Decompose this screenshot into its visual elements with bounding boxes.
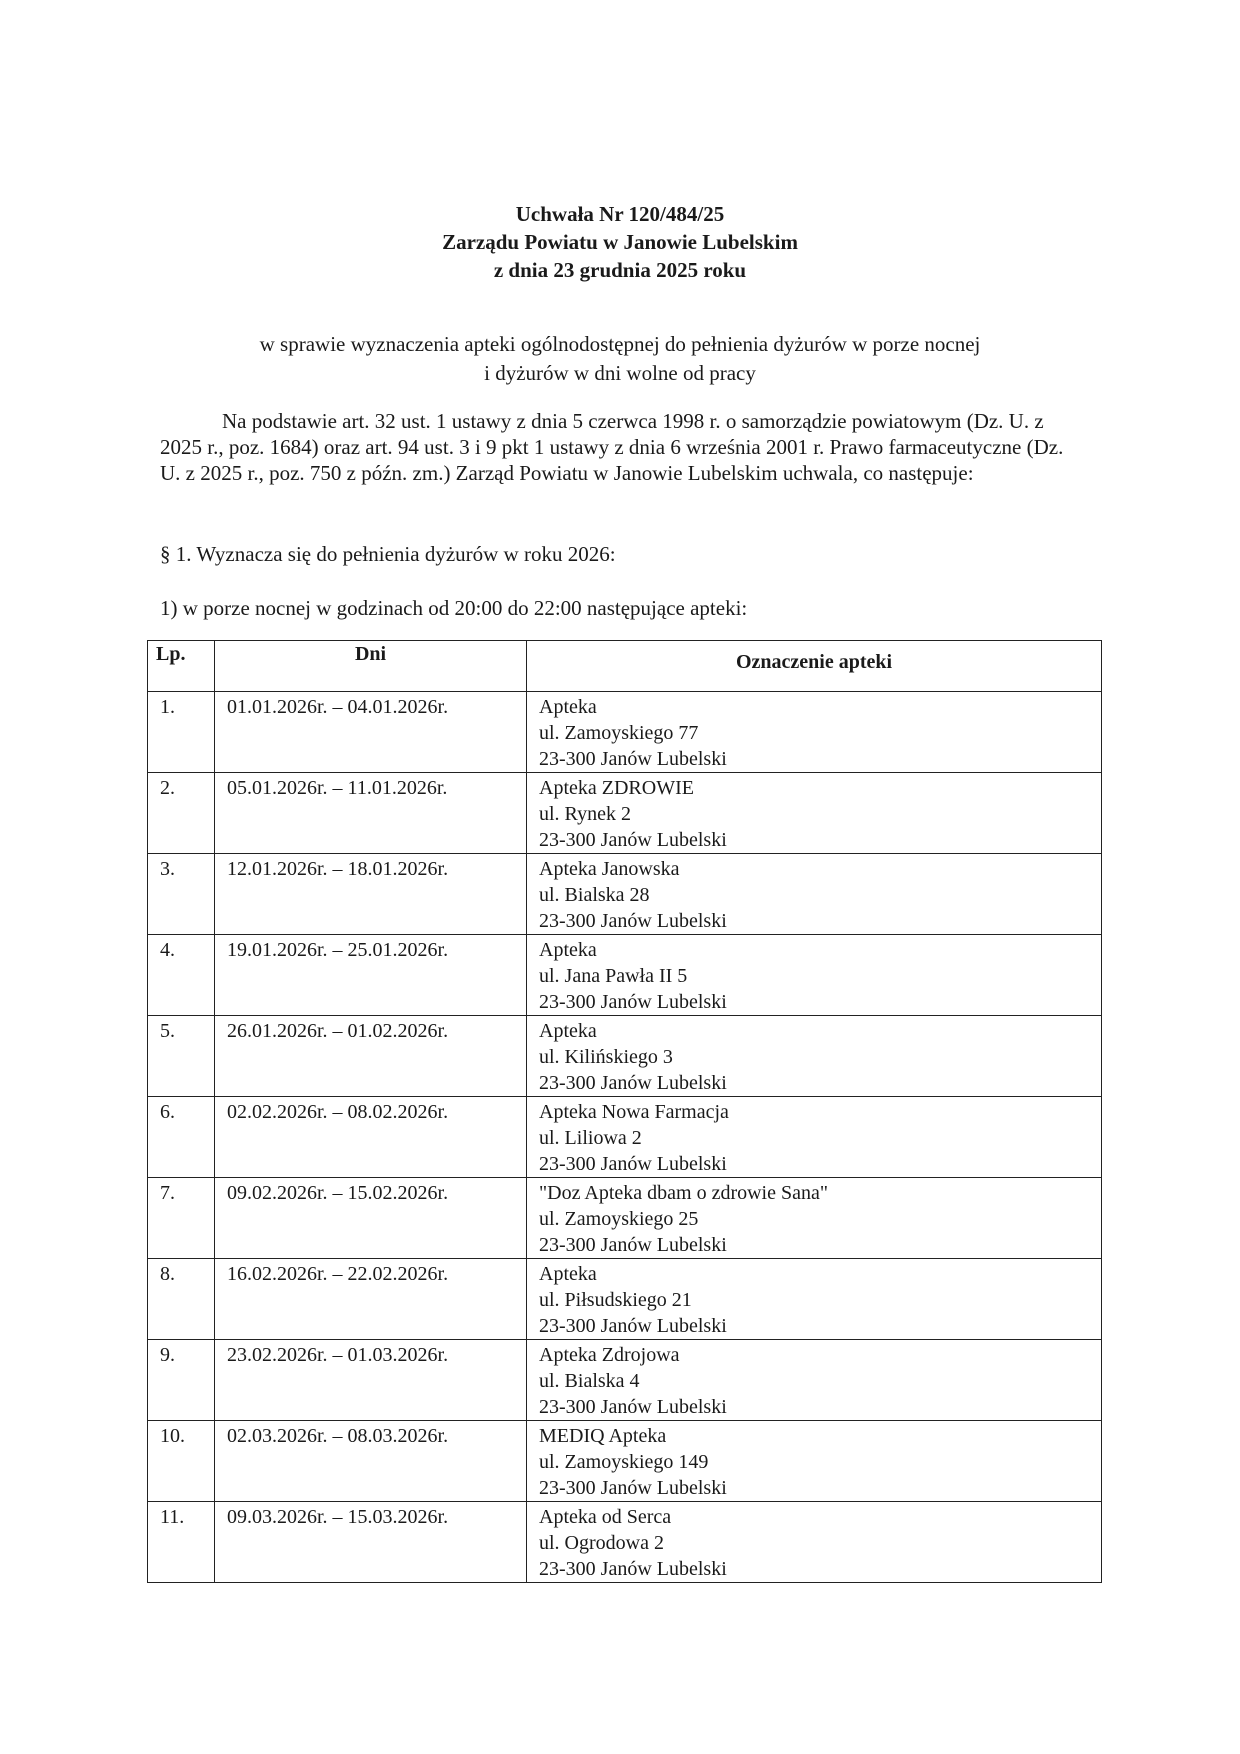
cell-dni: 12.01.2026r. – 18.01.2026r.	[215, 854, 527, 935]
cell-pharmacy	[527, 1097, 1102, 1178]
pharmacy-street: ul. Rynek 2	[539, 803, 631, 825]
pharmacy-name: Apteka ZDROWIE	[539, 777, 694, 799]
pharmacy-city: 23-300 Janów Lubelski	[539, 1072, 727, 1094]
pharmacy-city: 23-300 Janów Lubelski	[539, 910, 727, 932]
cell-pharmacy	[527, 773, 1102, 854]
cell-dni: 02.03.2026r. – 08.03.2026r.	[215, 1421, 527, 1502]
table-row	[148, 1259, 1102, 1340]
cell-dni: 05.01.2026r. – 11.01.2026r.	[215, 773, 527, 854]
cell-pharmacy	[527, 692, 1102, 773]
cell-lp: 8.	[148, 1259, 215, 1340]
pharmacy-street: ul. Bialska 28	[539, 884, 650, 906]
cell-dni: 16.02.2026r. – 22.02.2026r.	[215, 1259, 527, 1340]
resolution-number: Uchwała Nr 120/484/25	[515, 202, 725, 226]
cell-pharmacy	[527, 935, 1102, 1016]
cell-lp: 5.	[148, 1016, 215, 1097]
legal-basis	[160, 408, 1080, 486]
pharmacy-name: Apteka	[539, 696, 597, 718]
legal-basis-text: Na podstawie art. 32 ust. 1 ustawy z dnia 5 czerwca 1998 r. o samorządzie powiatowym (Dz. U. z 2025 r., poz. 1684) oraz art. 94 ust. 3 i 9 pkt 1 ustawy z dnia 6 września 2001 r. Prawo farmaceutyczne (Dz. U. z 2025 r., poz. 750 z późn. zm.) Zarząd Powiatu w Janowie Lubelskim uchwala, co następuje:	[160, 409, 1064, 485]
cell-lp: 3.	[148, 854, 215, 935]
pharmacy-name: Apteka Zdrojowa	[539, 1344, 680, 1366]
table-row	[148, 1097, 1102, 1178]
pharmacy-name: "Doz Apteka dbam o zdrowie Sana"	[539, 1182, 829, 1204]
pharmacy-street: ul. Zamoyskiego 149	[539, 1451, 709, 1473]
resolution-date: z dnia 23 grudnia 2025 roku	[493, 258, 747, 282]
pharmacy-city: 23-300 Janów Lubelski	[539, 1396, 727, 1418]
cell-dni: 09.02.2026r. – 15.02.2026r.	[215, 1178, 527, 1259]
pharmacy-street: ul. Ogrodowa 2	[539, 1532, 664, 1554]
cell-lp: 2.	[148, 773, 215, 854]
header-lp: Lp.	[148, 641, 215, 692]
point-1: 1) w porze nocnej w godzinach od 20:00 do 22:00 następujące apteki:	[160, 596, 748, 620]
pharmacy-street: ul. Kilińskiego 3	[539, 1046, 673, 1068]
pharmacy-city: 23-300 Janów Lubelski	[539, 1153, 727, 1175]
cell-dni: 26.01.2026r. – 01.02.2026r.	[215, 1016, 527, 1097]
header-dni: Dni	[215, 641, 527, 692]
cell-dni: 09.03.2026r. – 15.03.2026r.	[215, 1502, 527, 1583]
cell-lp: 7.	[148, 1178, 215, 1259]
subject-line-1: w sprawie wyznaczenia apteki ogólnodostępnej do pełnienia dyżurów w porze nocnej	[259, 332, 981, 356]
pharmacy-city: 23-300 Janów Lubelski	[539, 991, 727, 1013]
pharmacy-street: ul. Zamoyskiego 77	[539, 722, 699, 744]
cell-lp: 9.	[148, 1340, 215, 1421]
table-row	[148, 1421, 1102, 1502]
pharmacy-name: Apteka	[539, 1020, 597, 1042]
pharmacy-name: Apteka Janowska	[539, 858, 680, 880]
document-title-block	[0, 200, 1240, 284]
cell-pharmacy	[527, 854, 1102, 935]
cell-pharmacy	[527, 1259, 1102, 1340]
pharmacy-name: Apteka	[539, 1263, 597, 1285]
pharmacy-name: MEDIQ Apteka	[539, 1425, 667, 1447]
issuing-body: Zarządu Powiatu w Janowie Lubelskim	[442, 230, 798, 254]
pharmacy-duty-table	[147, 640, 1102, 1583]
table-row	[148, 1178, 1102, 1259]
cell-pharmacy	[527, 1421, 1102, 1502]
pharmacy-street: ul. Zamoyskiego 25	[539, 1208, 699, 1230]
table-row	[148, 854, 1102, 935]
cell-lp: 6.	[148, 1097, 215, 1178]
pharmacy-city: 23-300 Janów Lubelski	[539, 1477, 727, 1499]
table-row	[148, 1016, 1102, 1097]
cell-pharmacy	[527, 1016, 1102, 1097]
cell-dni: 02.02.2026r. – 08.02.2026r.	[215, 1097, 527, 1178]
pharmacy-city: 23-300 Janów Lubelski	[539, 748, 727, 770]
pharmacy-name: Apteka od Serca	[539, 1506, 672, 1528]
subject-line-2: i dyżurów w dni wolne od pracy	[484, 361, 756, 385]
pharmacy-street: ul. Bialska 4	[539, 1370, 640, 1392]
cell-pharmacy	[527, 1340, 1102, 1421]
cell-dni: 23.02.2026r. – 01.03.2026r.	[215, 1340, 527, 1421]
cell-lp: 4.	[148, 935, 215, 1016]
pharmacy-street: ul. Piłsudskiego 21	[539, 1289, 692, 1311]
cell-lp: 1.	[148, 692, 215, 773]
pharmacy-street: ul. Liliowa 2	[539, 1127, 642, 1149]
pharmacy-name: Apteka Nowa Farmacja	[539, 1101, 729, 1123]
table-row	[148, 935, 1102, 1016]
cell-lp: 10.	[148, 1421, 215, 1502]
cell-pharmacy	[527, 1178, 1102, 1259]
header-oznaczenie: Oznaczenie apteki	[527, 641, 1102, 692]
cell-pharmacy	[527, 1502, 1102, 1583]
pharmacy-name: Apteka	[539, 939, 597, 961]
table-row	[148, 1340, 1102, 1421]
cell-dni: 19.01.2026r. – 25.01.2026r.	[215, 935, 527, 1016]
pharmacy-city: 23-300 Janów Lubelski	[539, 1558, 727, 1580]
section-1: § 1. Wyznacza się do pełnienia dyżurów w roku 2026:	[160, 542, 616, 566]
resolution-subject	[0, 330, 1240, 388]
pharmacy-street: ul. Jana Pawła II 5	[539, 965, 688, 987]
pharmacy-city: 23-300 Janów Lubelski	[539, 1315, 727, 1337]
cell-lp: 11.	[148, 1502, 215, 1583]
cell-dni: 01.01.2026r. – 04.01.2026r.	[215, 692, 527, 773]
table-row	[148, 1502, 1102, 1583]
table-row	[148, 692, 1102, 773]
pharmacy-city: 23-300 Janów Lubelski	[539, 1234, 727, 1256]
table-row	[148, 773, 1102, 854]
pharmacy-city: 23-300 Janów Lubelski	[539, 829, 727, 851]
